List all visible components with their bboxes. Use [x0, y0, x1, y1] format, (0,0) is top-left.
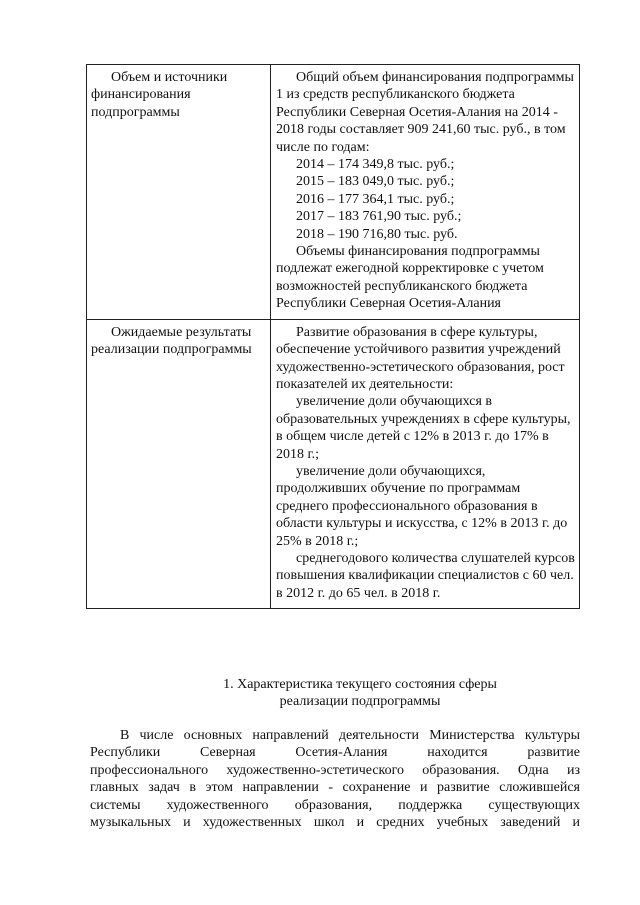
- result-item: среднегодового количества слушателей курсов повышения квалификации специалистов с 60 чел. в 2012 г. до 65 чел. в 2018 г.: [276, 550, 575, 601]
- row-label: Ожидаемые результаты реализации подпрограммы: [91, 324, 252, 358]
- section-heading-line: 1. Характеристика текущего состояния сферы: [223, 677, 497, 692]
- funding-year: 2016 – 177 364,1 тыс. руб.;: [296, 191, 455, 207]
- result-item: увеличение доли обучающихся в образовательных учреждениях в сфере культуры, в общем числе детей с 12% в 2013 г. до 17% в 2018 г.;: [276, 394, 571, 462]
- funding-year: 2017 – 183 761,90 тыс. руб.;: [296, 209, 462, 225]
- funding-intro: Общий объем финансирования подпрограммы 1 из средств республиканского бюджета Республики Северная Осетия-Алания на 2014 - 2018 годы составляет 909 241,60 тыс. руб., в том числе по годам:: [276, 70, 574, 155]
- result-item: Развитие образования в сфере культуры, обеспечение устойчивого развития учреждений художественно-эстетического образования, рост показателей их деятельности:: [276, 324, 565, 392]
- funding-year: 2014 – 174 349,8 тыс. руб.;: [296, 157, 455, 173]
- row-label: Объем и источники финансирования подпрограммы: [91, 70, 228, 120]
- body-line: главных задач в этом направлении - сохранение и развитие сложившейся: [90, 780, 580, 796]
- funding-note: Объемы финансирования подпрограммы подлежат ежегодной корректировке с учетом возможностей республиканского бюджета Республики Северная Осетия-Алания: [276, 244, 544, 312]
- table-row: [87, 319, 580, 609]
- result-item: увеличение доли обучающихся, продолживших обучение по программам среднего профессионального образования в области культуры и искусства, с 12% в 2013 г. до 25% в 2018 г.;: [276, 463, 568, 549]
- body-line: музыкальных и художественных школ и средних учебных заведений и: [90, 815, 580, 831]
- body-line: системы художественного образования, поддержка существующих: [90, 797, 580, 813]
- row-label-cell: [87, 65, 271, 320]
- body-paragraph: [90, 727, 580, 831]
- row-label-cell: [87, 319, 271, 609]
- section-heading-line: реализации подпрограммы: [279, 694, 441, 709]
- body-line: В числе основных направлений деятельности Министерства культуры: [120, 728, 580, 743]
- body-line: Республики Северная Осетия-Алания находится развитие: [90, 745, 580, 761]
- section-heading: [150, 676, 570, 710]
- subprogram-passport-table: [86, 64, 580, 609]
- row-value-cell: [271, 65, 580, 320]
- body-line: профессионального художественно-эстетического образования. Одна из: [90, 762, 580, 778]
- funding-year: 2015 – 183 049,0 тыс. руб.;: [296, 174, 455, 190]
- table-row: [87, 65, 580, 320]
- funding-year: 2018 – 190 716,80 тыс. руб.: [296, 226, 458, 242]
- row-value-cell: [271, 319, 580, 609]
